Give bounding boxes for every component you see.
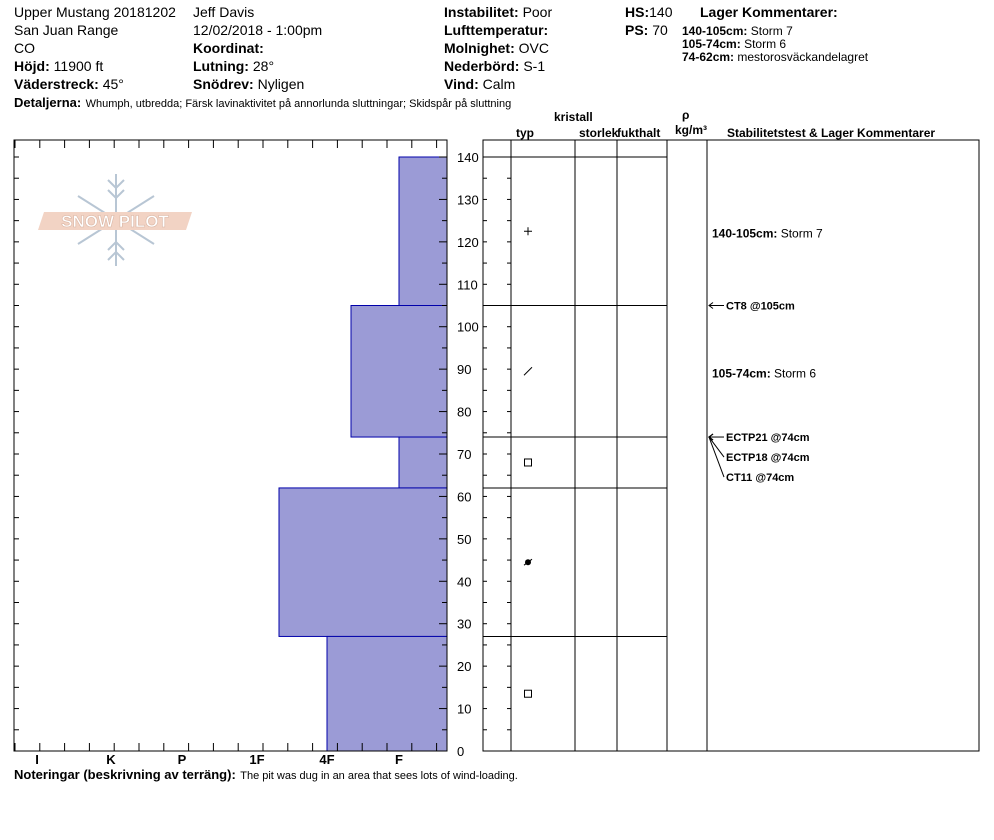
y-tick-label: 30 [457,616,472,632]
y-tick-label: 120 [457,234,479,250]
layer-comment-text: mestorosväckandelagret [737,50,869,64]
hs-label: HS: [625,4,650,20]
snowfall-label: Snödrev: [193,76,254,92]
y-tick-label: 50 [457,531,472,547]
y-tick-label: 40 [457,574,472,590]
col-type: typ [516,126,534,140]
hardness-bar [279,488,447,637]
layer-comment-range: 105-74cm: [682,37,741,51]
datetime: 12/02/2018 - 1:00pm [193,22,323,38]
layer-comments-title: Lager Kommentarer: [700,4,838,20]
precip-value: S-1 [523,58,546,74]
hardness-bar [399,437,447,488]
y-tick-label: 100 [457,319,479,335]
y-tick-label: 110 [457,277,478,293]
elevation-label: Höjd: [14,58,50,74]
coord-label: Koordinat: [193,40,264,56]
hardness-bar [399,157,447,306]
layer-comment-range: 140-105cm: [682,24,748,38]
hardness-plot [14,140,479,767]
logo-text: SNOW PILOT [61,212,169,231]
range-name: San Juan Range [14,22,119,38]
instability-value: Poor [522,4,553,20]
instability-label: Instabilitet: [444,4,519,20]
col-density-unit: kg/m³ [675,123,708,137]
layer-comment-range: 74-62cm: [682,50,735,64]
col-rho: ρ [682,108,690,122]
notes-value: The pit was dug in an area that sees lots of wind-loading. [240,770,518,782]
hardness-scale-label: I [35,752,39,767]
observer: Jeff Davis [193,4,255,20]
hs-value: 140 [649,4,673,20]
ps-label: PS: [625,22,649,38]
test-label: CT8 @105cm [726,300,795,313]
col-crystal: kristall [554,110,593,124]
ps-value: 70 [652,22,668,38]
y-tick-label: 140 [457,150,479,165]
test-arrow-line [709,437,724,457]
sky-label: Molnighet: [444,40,515,56]
grain-symbol [525,459,532,466]
y-tick-label: 20 [457,659,472,675]
hardness-scale-label: 4F [319,752,335,767]
y-tick-label: 70 [457,447,472,462]
hardness-bar [351,306,447,438]
y-tick-label: 80 [457,404,472,420]
notes [14,767,518,783]
slope-value: 28° [252,58,275,74]
details-label: Detaljerna: [14,95,82,110]
grain-symbol [524,367,532,375]
test-arrow-line [709,437,724,477]
hardness-bar [327,636,447,751]
details-value: Whumph, utbredda; Färsk lavinaktivitet på annorlunda sluttningar; Skidspår på sluttning [85,98,512,110]
stability-annotations [709,226,823,484]
wind-value: Calm [482,76,516,92]
state-name: CO [14,40,35,56]
slope-label: Lutning: [193,58,249,74]
y-tick-label: 90 [457,362,472,378]
elevation-value: 11900 ft [53,58,104,74]
hardness-scale-label: 1F [249,752,265,767]
test-label: ECTP18 @74cm [726,452,810,465]
hardness-scale-label: F [395,752,403,767]
y-tick-label: 10 [457,701,472,717]
wind-label: Vind: [444,76,479,92]
stability-comment: 105-74cm: Storm 6 [712,366,817,381]
aspect-label: Väderstreck: [14,76,99,92]
layer-comment-text: Storm 6 [744,37,787,51]
layer-comment-text: Storm 7 [750,24,793,38]
snowfall-value: Nyligen [257,76,305,92]
hardness-scale-label: P [177,752,187,767]
test-label: CT11 @74cm [726,472,795,485]
sky-value: OVC [518,40,549,56]
y-tick-label: 0 [457,744,465,759]
y-tick-label: 60 [457,489,472,505]
col-stability: Stabilitetstest & Lager Kommentarer [727,126,936,140]
pit-name: Upper Mustang 20181202 [14,4,176,20]
airtemp-label: Lufttemperatur: [444,22,549,38]
col-size: storlek [579,126,619,140]
notes-label: Noteringar (beskrivning av terräng): [14,767,236,782]
col-moisture: fukthalt [617,126,661,140]
stability-comment: 140-105cm: Storm 7 [712,226,823,241]
aspect-value: 45° [102,76,124,92]
precip-label: Nederbörd: [444,58,520,74]
y-tick-label: 130 [457,192,479,208]
hardness-scale-label: K [106,752,116,767]
grain-symbol [525,690,532,697]
test-label: ECTP21 @74cm [726,432,810,445]
